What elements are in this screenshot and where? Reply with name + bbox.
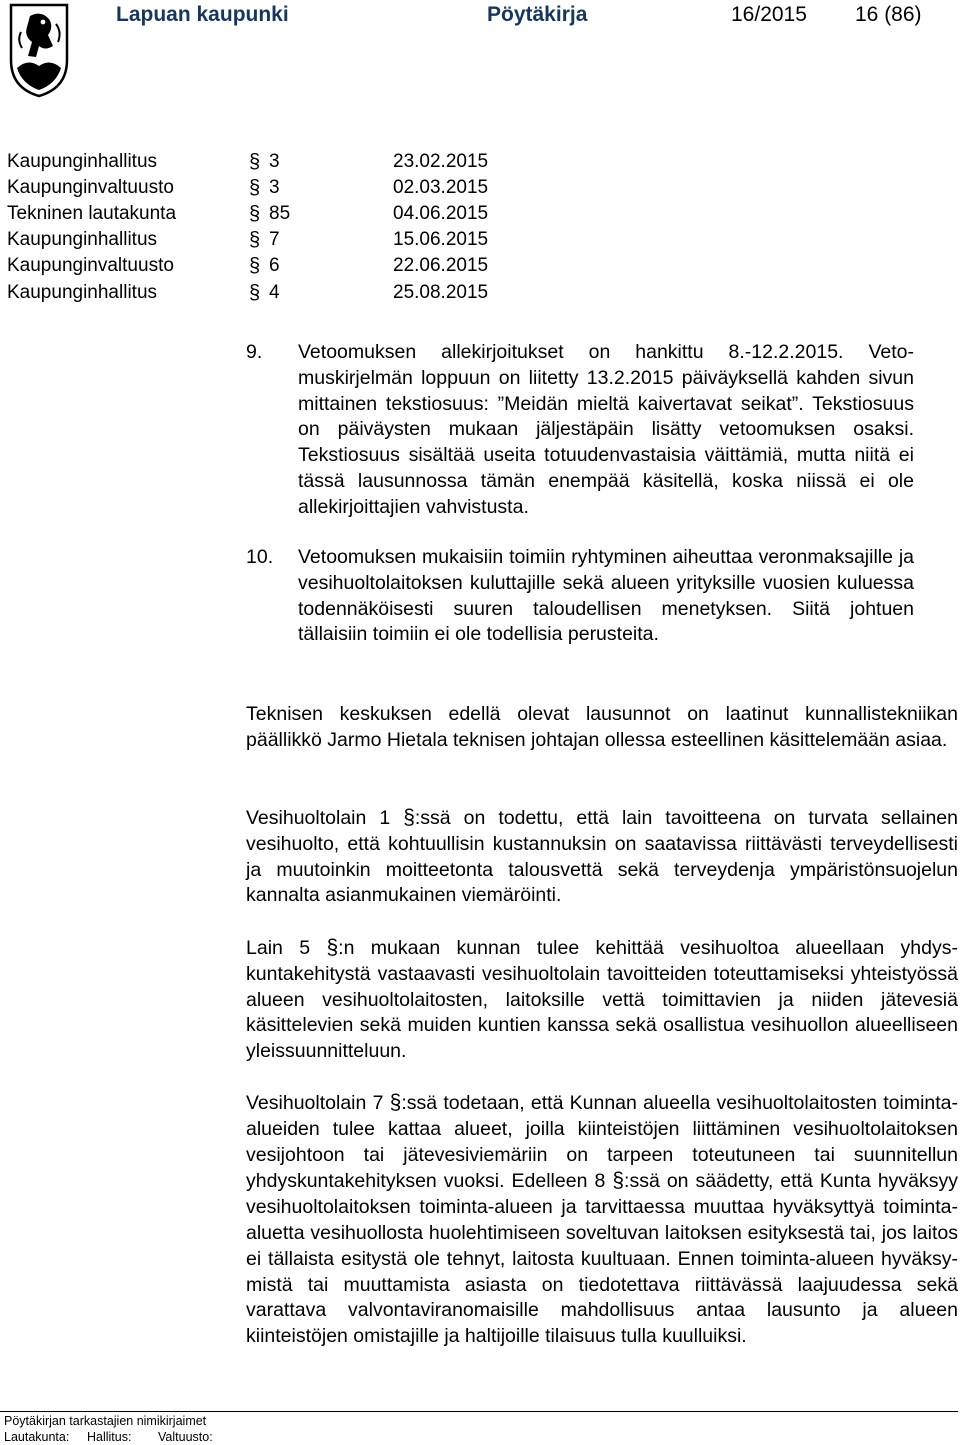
item-number: 9. bbox=[246, 341, 263, 363]
history-date: 04.06.2015 bbox=[393, 203, 489, 224]
history-section-number: 4 bbox=[269, 282, 280, 303]
section-sign-icon: § bbox=[249, 282, 261, 304]
footer-committee-label: Lautakunta: bbox=[4, 1430, 70, 1444]
section-sign-icon: § bbox=[389, 1091, 402, 1114]
section-sign-icon: § bbox=[249, 177, 261, 199]
footer-board-label: Hallitus: bbox=[87, 1430, 132, 1444]
section-sign-icon: § bbox=[403, 806, 415, 829]
history-date: 23.02.2015 bbox=[393, 151, 489, 172]
history-organ: Kaupunginvaltuusto bbox=[7, 177, 174, 198]
item-number: 10. bbox=[246, 546, 274, 568]
history-organ: Kaupunginhallitus bbox=[7, 229, 158, 250]
footer-council-label: Valtuusto: bbox=[158, 1430, 213, 1444]
history-section-number: 7 bbox=[269, 229, 280, 250]
section-sign-icon: § bbox=[249, 151, 261, 173]
paragraph-text: Vesihuoltolain 7 bbox=[246, 1092, 390, 1114]
organization-name: Lapuan kaupunki bbox=[116, 3, 289, 26]
paragraph-text: Vesihuoltolain 1 bbox=[246, 807, 404, 829]
history-date: 15.06.2015 bbox=[393, 229, 489, 250]
paragraph-text: Lain 5 bbox=[246, 937, 327, 959]
footer-divider bbox=[0, 1411, 958, 1412]
history-section-number: 6 bbox=[269, 255, 280, 276]
section-sign-icon: § bbox=[249, 203, 261, 225]
water-services-act-section7-paragraph bbox=[246, 1090, 958, 1350]
item-text: Vetoomuksen mukaisiin toimiin ryhtyminen aiheuttaa veronmaksajille ja vesihuoltolaitoksen kuluttajille sekä alueen yrityksille vuosien kuluessa todennäköisesti suuren taloudellisen menetyksen. Siitä johtuen tällaisiin toimiin ei ole todellisia perusteita. bbox=[298, 546, 914, 646]
paragraph-text: :ssä on säädetty, että Kunta hyväksyy vesihuoltolaitoksen toiminta-alueen ja tarvittaessa muuttaa hyväksyttyä toiminta-aluetta vesihuollosta huolehtimiseen soveltuvan laitoksen esityksestä tai, jos laitos ei tällaista esitystä ole tehnyt, laitosta kuultuaan. Ennen toiminta-alueen hyväksymistä tai muuttamista asiasta on tiedotettava riittävässä laajuudessa sekä varattava valvontaviranomaisille mahdollisuus antaa lausunto ja alueen kiinteistöjen omistajille ja haltijoille tilaisuus tulla kuulluiksi. bbox=[246, 1170, 959, 1348]
history-section-number: 3 bbox=[269, 177, 280, 198]
history-organ: Kaupunginvaltuusto bbox=[7, 255, 174, 276]
statement-paragraph: Teknisen keskuksen edellä olevat lausunnot on laatinut kunnallistekniikan päällikkö Jarmo Hietala teknisen johtajan ollessa esteellinen käsittelemään asiaa. bbox=[246, 703, 958, 751]
history-section-number: 3 bbox=[269, 151, 280, 172]
history-date: 25.08.2015 bbox=[393, 282, 489, 303]
page-number: 16 (86) bbox=[855, 3, 922, 26]
section-sign-icon: § bbox=[249, 255, 261, 277]
meeting-number: 16/2015 bbox=[731, 3, 807, 26]
paragraph-text: :ssä todetaan, että Kunnan alueella vesihuoltolaitosten toiminta-alueiden tulee kattaa alueet, joilla kiinteistöjen liittäminen vesihuoltolaitoksen vesijohtoon tai jätevesiviemäriin on tarpeen toteutuneen tai suunnitellun yhdyskuntakehityksen vuoksi. Edelleen 8 bbox=[246, 1092, 958, 1193]
history-date: 22.06.2015 bbox=[393, 255, 489, 276]
footer-caption: Pöytäkirjan tarkastajien nimikirjaimet bbox=[4, 1414, 207, 1428]
history-section-number: 85 bbox=[269, 203, 291, 224]
water-services-act-section1-paragraph bbox=[246, 805, 958, 909]
document-type: Pöytäkirja bbox=[487, 3, 588, 26]
section-sign-icon: § bbox=[612, 1169, 625, 1193]
history-organ: Tekninen lautakunta bbox=[7, 203, 177, 224]
paragraph-text: :ssä on todettu, että lain tavoitteena on turvata sellainen vesihuolto, että kohtuullisin kustannuksin on saatavissa riittävästi terveydellisesti ja muutoinkin moitteetonta talousvettä sekä terveydenja ympäristönsuojelun kannalta asianmukainen viemäröinti. bbox=[246, 807, 958, 907]
history-organ: Kaupunginhallitus bbox=[7, 151, 158, 172]
item-text: Vetoomuksen allekirjoitukset on hankittu 8.-12.2.2015. Vetomuskirjelmän loppuun on liitetty 13.2.2015 päiväyksellä kahden sivun mittainen tekstiosuus: ”Meidän mieltä kaivertavat seikat”. Tekstiosuus on päiväysten mukaan jäljestäpäin lisätty vetoomuksen osaksi. Tekstiosuus sisältää useita totuudenvastaisia väittämiä, mutta niitä ei tässä lausunnossa tämän enempää käsitellä, koska niissä ei ole allekirjoittajien vahvistusta. bbox=[298, 341, 914, 518]
history-organ: Kaupunginhallitus bbox=[7, 282, 158, 303]
section-sign-icon: § bbox=[326, 936, 339, 959]
history-date: 02.03.2015 bbox=[393, 177, 489, 198]
coat-of-arms-logo bbox=[8, 2, 70, 98]
paragraph-text: :n mukaan kunnan tulee kehittää vesihuoltoa alueellaan yhdyskuntakehitystä vastaavasti vesihuoltolain tavoitteiden toteuttamiseksi yhteistyössä alueen vesihuoltolaitosten, laitoksille vettä toimittavien ja niiden jätevesiä käsittelevien sekä muiden kuntien kanssa sekä osallistua vesihuollon alueelliseen yleissuunnitteluun. bbox=[246, 937, 958, 1063]
section-sign-icon: § bbox=[249, 229, 261, 251]
water-services-act-section5-paragraph bbox=[246, 935, 958, 1065]
